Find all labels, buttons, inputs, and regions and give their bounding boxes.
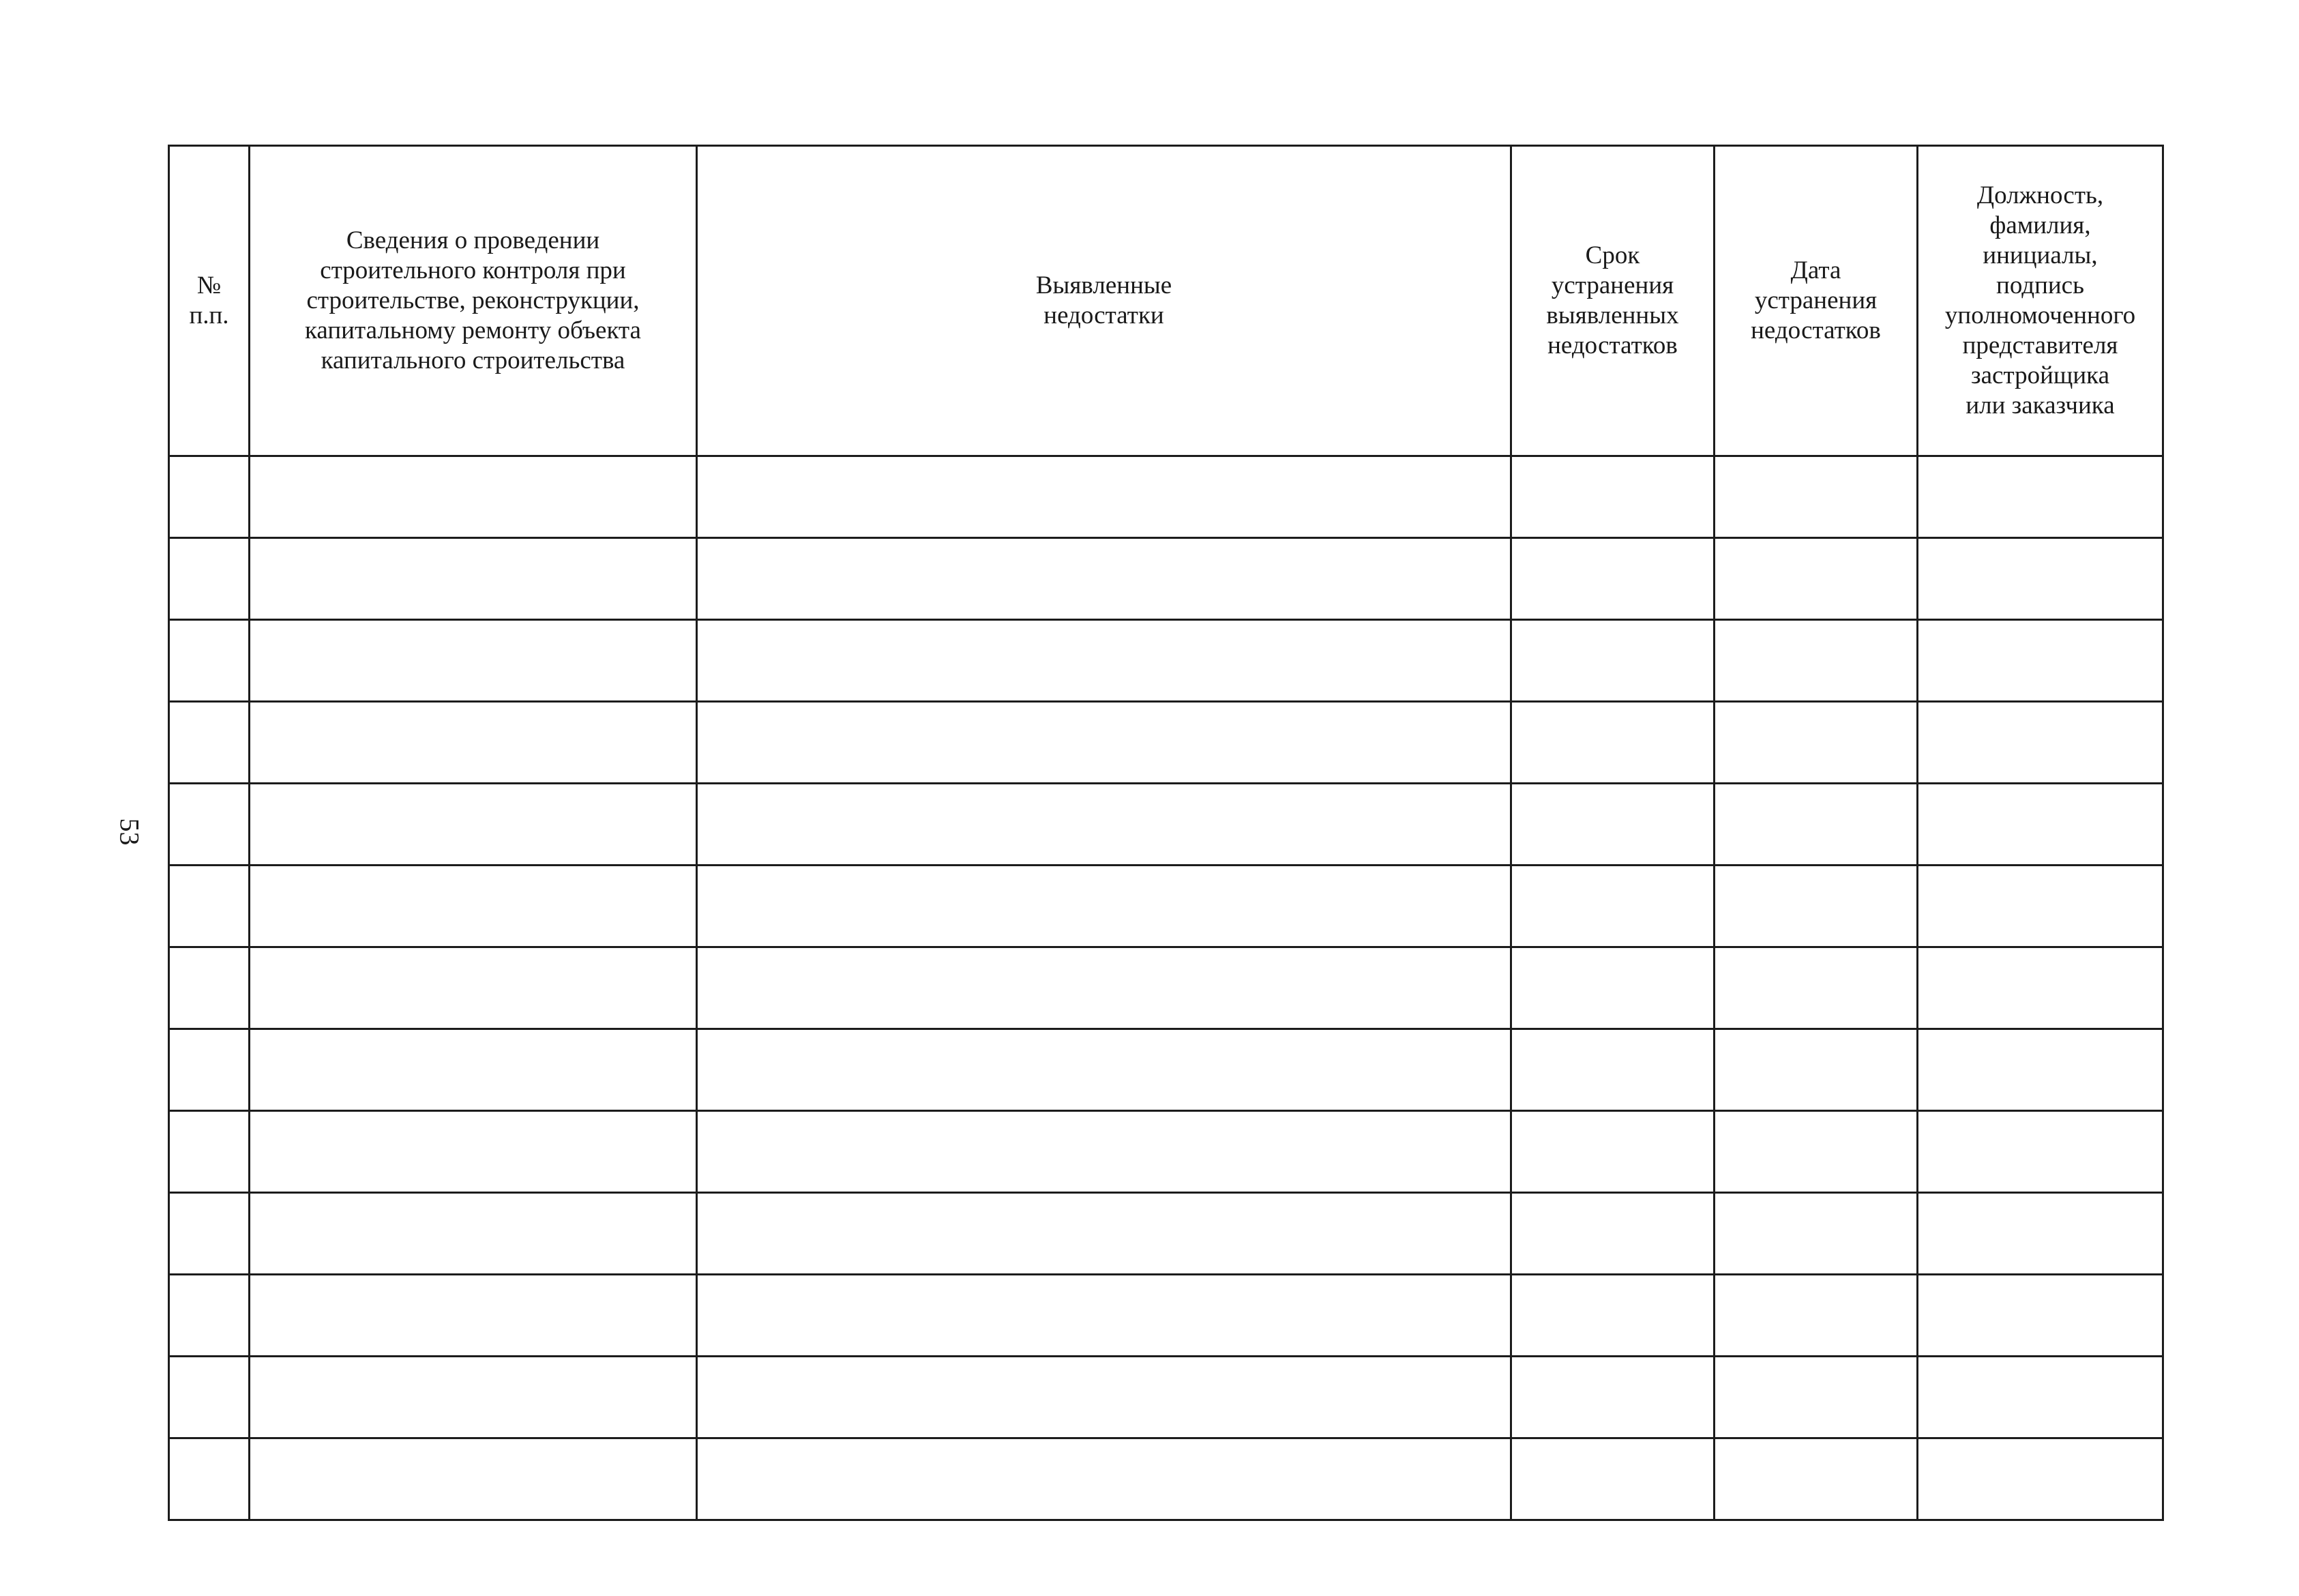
table-row xyxy=(169,620,2163,702)
table-cell-representative[interactable] xyxy=(1918,1357,2163,1438)
table-cell-deadline[interactable] xyxy=(1511,1111,1715,1193)
header-cell-control-info xyxy=(250,146,697,456)
table-cell-number[interactable] xyxy=(169,866,250,947)
table-cell-deadline[interactable] xyxy=(1511,784,1715,866)
table-cell-control-info[interactable] xyxy=(250,1111,697,1193)
header-label-control-info: Сведения о проведении строительного контроля при строительстве, реконструкции, капитальному ремонту объекта капитального строительства xyxy=(305,226,641,374)
table-cell-fix-date[interactable] xyxy=(1715,538,1918,620)
table-row xyxy=(169,1029,2163,1111)
header-label-representative: Должность, фамилия, инициалы, подпись уполномоченного представителя застройщика или заказчика xyxy=(1944,181,2136,419)
table-cell-deadline[interactable] xyxy=(1511,866,1715,947)
table-cell-defects[interactable] xyxy=(697,1193,1511,1275)
table-cell-defects[interactable] xyxy=(697,947,1511,1029)
header-cell-number xyxy=(169,146,250,456)
table-cell-defects[interactable] xyxy=(697,620,1511,702)
register-table xyxy=(168,145,2164,1521)
table-cell-defects[interactable] xyxy=(697,1111,1511,1193)
table-row xyxy=(169,702,2163,784)
table-cell-number[interactable] xyxy=(169,1193,250,1275)
table-cell-fix-date[interactable] xyxy=(1715,1029,1918,1111)
header-label-fix-date: Дата устранения недостатков xyxy=(1751,256,1881,344)
table-cell-defects[interactable] xyxy=(697,1275,1511,1357)
table-cell-deadline[interactable] xyxy=(1511,1438,1715,1520)
table-cell-deadline[interactable] xyxy=(1511,456,1715,538)
table-cell-control-info[interactable] xyxy=(250,1438,697,1520)
table-cell-defects[interactable] xyxy=(697,1438,1511,1520)
table-cell-control-info[interactable] xyxy=(250,784,697,866)
header-cell-representative xyxy=(1918,146,2163,456)
table-row xyxy=(169,947,2163,1029)
table-cell-fix-date[interactable] xyxy=(1715,1438,1918,1520)
table-cell-deadline[interactable] xyxy=(1511,702,1715,784)
table-cell-control-info[interactable] xyxy=(250,866,697,947)
table-row xyxy=(169,1111,2163,1193)
header-label-number: № п.п. xyxy=(189,271,229,329)
table-cell-deadline[interactable] xyxy=(1511,538,1715,620)
table-cell-control-info[interactable] xyxy=(250,947,697,1029)
table-row xyxy=(169,1357,2163,1438)
header-row xyxy=(169,146,2163,456)
table-cell-representative[interactable] xyxy=(1918,1029,2163,1111)
table-cell-defects[interactable] xyxy=(697,866,1511,947)
table-cell-number[interactable] xyxy=(169,1029,250,1111)
table-cell-fix-date[interactable] xyxy=(1715,1111,1918,1193)
table-cell-representative[interactable] xyxy=(1918,1438,2163,1520)
table-header xyxy=(169,146,2163,456)
table-cell-fix-date[interactable] xyxy=(1715,702,1918,784)
table-cell-representative[interactable] xyxy=(1918,1275,2163,1357)
table-cell-number[interactable] xyxy=(169,947,250,1029)
header-cell-fix-date xyxy=(1715,146,1918,456)
table-row xyxy=(169,456,2163,538)
header-label-deadline: Срок устранения выявленных недостатков xyxy=(1546,241,1679,359)
table-cell-representative[interactable] xyxy=(1918,866,2163,947)
table-cell-representative[interactable] xyxy=(1918,784,2163,866)
table-cell-fix-date[interactable] xyxy=(1715,866,1918,947)
table-cell-number[interactable] xyxy=(169,1357,250,1438)
table-cell-defects[interactable] xyxy=(697,784,1511,866)
table-cell-control-info[interactable] xyxy=(250,702,697,784)
table-cell-fix-date[interactable] xyxy=(1715,620,1918,702)
table-row xyxy=(169,784,2163,866)
table-cell-fix-date[interactable] xyxy=(1715,784,1918,866)
table-cell-control-info[interactable] xyxy=(250,1357,697,1438)
table-cell-defects[interactable] xyxy=(697,456,1511,538)
table-body xyxy=(169,456,2163,1520)
table-cell-number[interactable] xyxy=(169,1275,250,1357)
header-cell-defects xyxy=(697,146,1511,456)
header-label-defects: Выявленные недостатки xyxy=(1035,271,1172,329)
page-number: 53 xyxy=(114,818,145,846)
table-cell-deadline[interactable] xyxy=(1511,947,1715,1029)
table-cell-fix-date[interactable] xyxy=(1715,1193,1918,1275)
table-row xyxy=(169,1438,2163,1520)
table-cell-defects[interactable] xyxy=(697,538,1511,620)
table-cell-control-info[interactable] xyxy=(250,538,697,620)
table-cell-number[interactable] xyxy=(169,620,250,702)
table-cell-deadline[interactable] xyxy=(1511,1193,1715,1275)
table-cell-deadline[interactable] xyxy=(1511,1275,1715,1357)
table-cell-representative[interactable] xyxy=(1918,947,2163,1029)
table-cell-fix-date[interactable] xyxy=(1715,1275,1918,1357)
table-cell-fix-date[interactable] xyxy=(1715,947,1918,1029)
table-cell-representative[interactable] xyxy=(1918,702,2163,784)
table-cell-control-info[interactable] xyxy=(250,1193,697,1275)
table-cell-deadline[interactable] xyxy=(1511,1029,1715,1111)
table-cell-number[interactable] xyxy=(169,1438,250,1520)
table-cell-control-info[interactable] xyxy=(250,1029,697,1111)
table-row xyxy=(169,1275,2163,1357)
table-row xyxy=(169,538,2163,620)
table-cell-number[interactable] xyxy=(169,702,250,784)
table-cell-representative[interactable] xyxy=(1918,1111,2163,1193)
header-cell-deadline xyxy=(1511,146,1715,456)
table-cell-control-info[interactable] xyxy=(250,620,697,702)
table-cell-defects[interactable] xyxy=(697,702,1511,784)
table-cell-fix-date[interactable] xyxy=(1715,1357,1918,1438)
table-cell-representative[interactable] xyxy=(1918,1193,2163,1275)
table-cell-representative[interactable] xyxy=(1918,538,2163,620)
table-cell-defects[interactable] xyxy=(697,1029,1511,1111)
table-cell-fix-date[interactable] xyxy=(1715,456,1918,538)
table-cell-number[interactable] xyxy=(169,456,250,538)
table-cell-number[interactable] xyxy=(169,1111,250,1193)
table-row xyxy=(169,866,2163,947)
table-cell-number[interactable] xyxy=(169,784,250,866)
table-cell-deadline[interactable] xyxy=(1511,620,1715,702)
table-row xyxy=(169,1193,2163,1275)
table-cell-representative[interactable] xyxy=(1918,456,2163,538)
table-cell-representative[interactable] xyxy=(1918,620,2163,702)
table-cell-number[interactable] xyxy=(169,538,250,620)
table-cell-deadline[interactable] xyxy=(1511,1357,1715,1438)
table-cell-control-info[interactable] xyxy=(250,1275,697,1357)
table-cell-control-info[interactable] xyxy=(250,456,697,538)
table-cell-defects[interactable] xyxy=(697,1357,1511,1438)
